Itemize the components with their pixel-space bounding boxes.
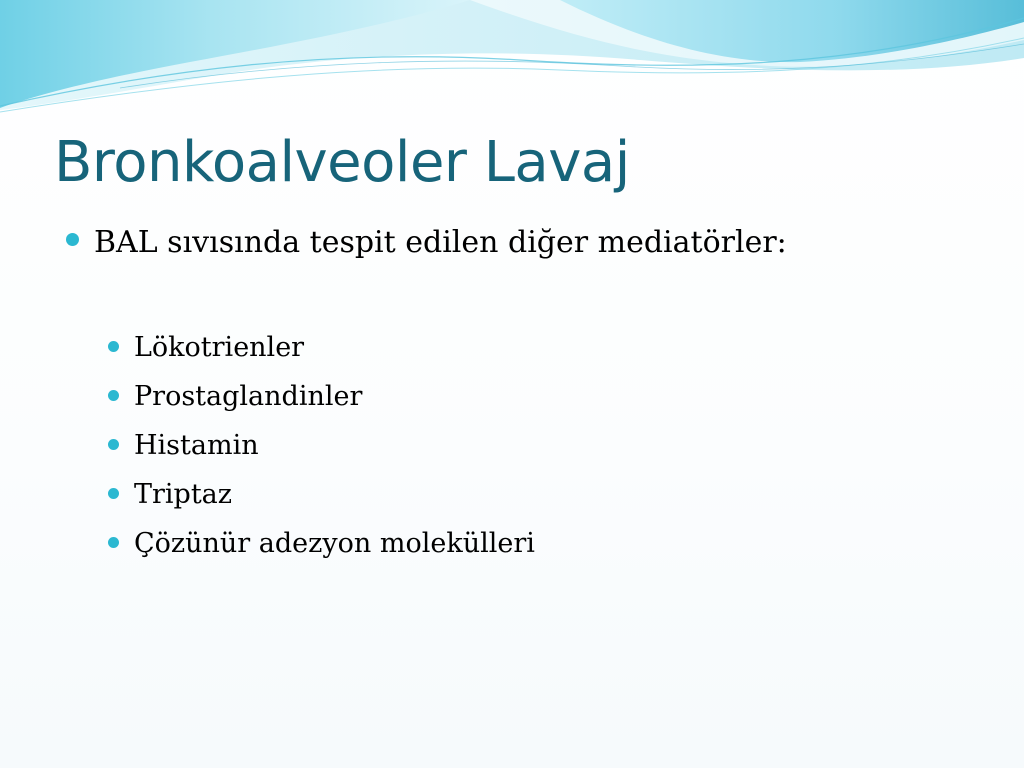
sub-bullet-text: Çözünür adezyon molekülleri	[134, 528, 535, 559]
header-wave-decoration	[0, 0, 1024, 125]
slide-title: Bronkoalveoler Lavaj	[54, 130, 630, 195]
sub-bullet-text: Lökotrienler	[134, 332, 305, 363]
bullet-dot-icon	[108, 439, 119, 450]
sub-bullet-text: Prostaglandinler	[134, 381, 363, 412]
bullet-dot-icon	[66, 233, 79, 246]
sub-bullet	[108, 332, 304, 363]
sub-bullet-text: Histamin	[134, 430, 259, 461]
sub-bullet	[108, 430, 259, 461]
main-bullet-text: BAL sıvısında tespit edilen diğer mediatörler:	[94, 225, 787, 260]
bullet-dot-icon	[108, 341, 119, 352]
main-bullet	[66, 225, 787, 260]
sub-bullet	[108, 479, 232, 510]
bullet-dot-icon	[108, 537, 119, 548]
sub-bullet	[108, 381, 362, 412]
sub-bullet-text: Triptaz	[134, 479, 233, 510]
bullet-dot-icon	[108, 488, 119, 499]
bullet-dot-icon	[108, 390, 119, 401]
sub-bullet	[108, 528, 535, 559]
